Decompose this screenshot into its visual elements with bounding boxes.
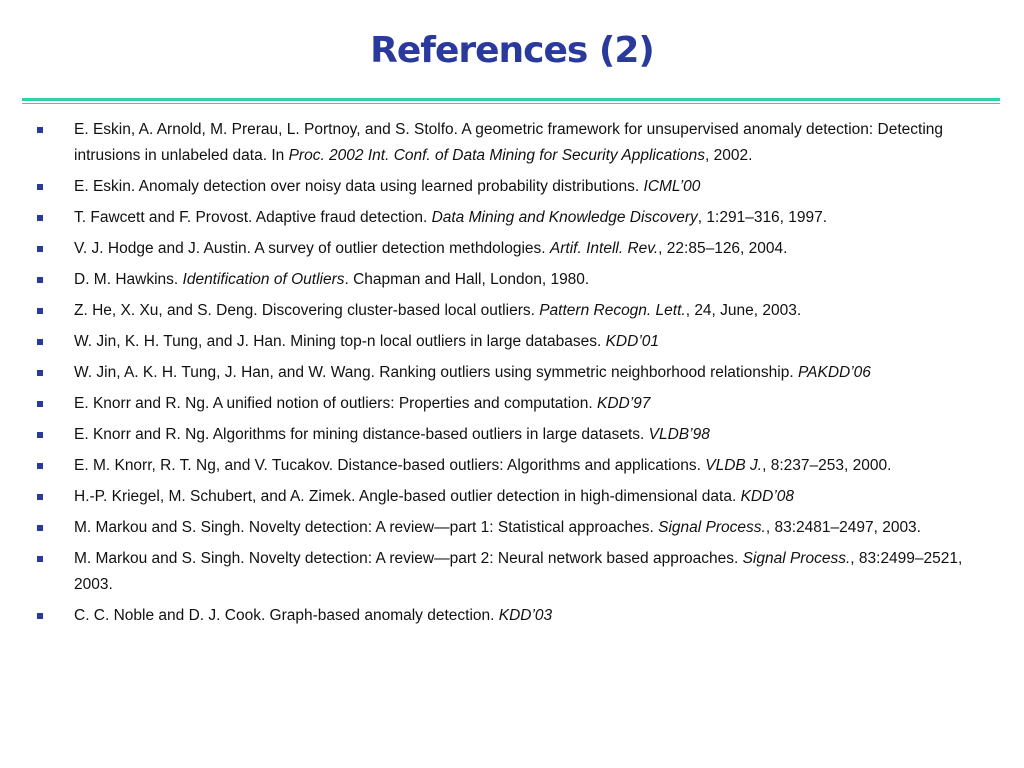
reference-text: E. Eskin. Anomaly detection over noisy data using learned probability distributions.	[74, 178, 644, 195]
square-bullet-icon	[37, 494, 43, 500]
reference-text: H.-P. Kriegel, M. Schubert, and A. Zimek. Angle-based outlier detection in high-dimensional data.	[74, 488, 741, 505]
reference-venue: ICML’00	[643, 178, 701, 195]
reference-text: M. Markou and S. Singh. Novelty detection: A review—part 1: Statistical approaches.	[74, 519, 659, 536]
reference-details: , 1:291–316, 1997.	[697, 209, 828, 226]
square-bullet-icon	[37, 246, 43, 252]
reference-item	[0, 422, 1024, 448]
reference-venue: Pattern Recogn. Lett.	[539, 302, 686, 319]
reference-venue: VLDB J.	[705, 457, 763, 474]
title-divider-thin	[22, 103, 1000, 104]
square-bullet-icon	[37, 432, 43, 438]
reference-item	[0, 329, 1024, 355]
square-bullet-icon	[37, 401, 43, 407]
reference-venue: VLDB’98	[648, 426, 710, 443]
reference-venue: Proc. 2002 Int. Conf. of Data Mining for Security Applications	[288, 147, 705, 164]
reference-details: , 24, June, 2003.	[685, 302, 802, 319]
reference-venue: KDD’97	[597, 395, 651, 412]
square-bullet-icon	[37, 215, 43, 221]
reference-item	[0, 236, 1024, 262]
square-bullet-icon	[37, 308, 43, 314]
square-bullet-icon	[37, 277, 43, 283]
reference-text: M. Markou and S. Singh. Novelty detection: A review—part 2: Neural network based approaches.	[74, 550, 743, 567]
reference-venue: KDD’01	[605, 333, 660, 350]
reference-item	[0, 391, 1024, 417]
reference-details: , 22:85–126, 2004.	[658, 240, 788, 257]
square-bullet-icon	[37, 525, 43, 531]
reference-text: E. M. Knorr, R. T. Ng, and V. Tucakov. Distance-based outliers: Algorithms and applications.	[74, 457, 706, 474]
reference-item	[0, 360, 1024, 386]
reference-venue: Signal Process.	[658, 519, 766, 536]
square-bullet-icon	[37, 127, 43, 133]
square-bullet-icon	[37, 613, 43, 619]
reference-list	[0, 117, 1024, 634]
square-bullet-icon	[37, 370, 43, 376]
reference-text: E. Eskin, A. Arnold, M. Prerau, L. Portnoy, and S. Stolfo. A geometric framework for unsupervised anomaly detection: Detecting intrusions in unlabeled data. In	[74, 121, 944, 164]
reference-text: C. C. Noble and D. J. Cook. Graph-based anomaly detection.	[74, 607, 499, 624]
reference-text: E. Knorr and R. Ng. Algorithms for mining distance-based outliers in large datasets.	[74, 426, 649, 443]
reference-details: , 8:237–253, 2000.	[762, 457, 892, 474]
reference-text: T. Fawcett and F. Provost. Adaptive fraud detection.	[74, 209, 432, 226]
reference-text: V. J. Hodge and J. Austin. A survey of outlier detection methdologies.	[74, 240, 550, 257]
reference-venue: Signal Process.	[742, 550, 851, 567]
reference-text: Z. He, X. Xu, and S. Deng. Discovering cluster-based local outliers.	[74, 302, 540, 319]
reference-venue: KDD’03	[498, 607, 553, 624]
reference-item	[0, 453, 1024, 479]
reference-details: , 2002.	[705, 147, 753, 164]
reference-item	[0, 117, 1024, 169]
reference-item	[0, 546, 1024, 598]
reference-item	[0, 174, 1024, 200]
reference-text: W. Jin, A. K. H. Tung, J. Han, and W. Wang. Ranking outliers using symmetric neighborhood relationship.	[74, 364, 798, 381]
reference-item	[0, 205, 1024, 231]
reference-details: , 83:2499–2521, 2003.	[74, 550, 963, 593]
square-bullet-icon	[37, 463, 43, 469]
reference-item	[0, 298, 1024, 324]
reference-details: . Chapman and Hall, London, 1980.	[344, 271, 590, 288]
square-bullet-icon	[37, 184, 43, 190]
square-bullet-icon	[37, 556, 43, 562]
reference-item	[0, 603, 1024, 629]
square-bullet-icon	[37, 339, 43, 345]
reference-venue: Artif. Intell. Rev.	[549, 240, 659, 257]
reference-item	[0, 484, 1024, 510]
reference-item	[0, 515, 1024, 541]
reference-text: D. M. Hawkins.	[74, 271, 183, 288]
reference-venue: PAKDD’06	[797, 364, 871, 381]
reference-text: W. Jin, K. H. Tung, and J. Han. Mining top-n local outliers in large databases.	[74, 333, 606, 350]
reference-item	[0, 267, 1024, 293]
slide-title: References (2)	[370, 30, 654, 71]
reference-venue: Data Mining and Knowledge Discovery	[431, 209, 698, 226]
reference-details: , 83:2481–2497, 2003.	[765, 519, 921, 536]
reference-venue: Identification of Outliers	[182, 271, 345, 288]
reference-venue: KDD’08	[740, 488, 795, 505]
reference-text: E. Knorr and R. Ng. A unified notion of outliers: Properties and computation.	[74, 395, 597, 412]
title-divider	[22, 98, 1000, 101]
